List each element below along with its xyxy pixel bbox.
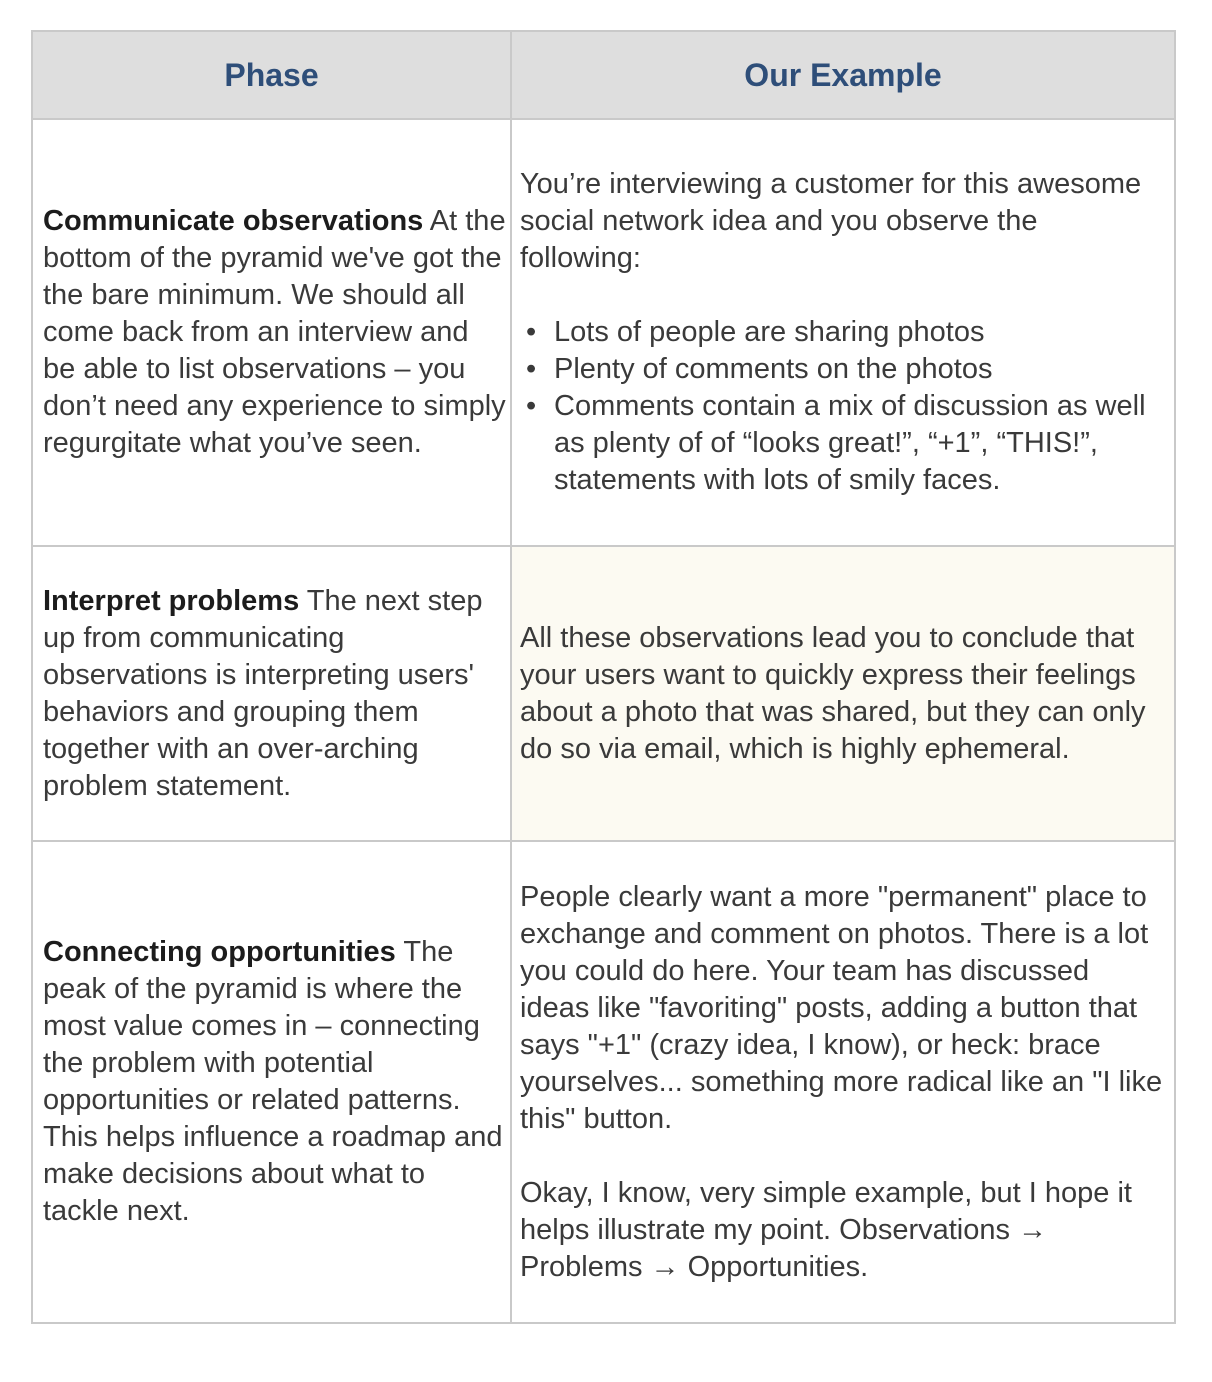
phase-description: At the bottom of the pyramid we've got the the bare minimum. We should all come back from an interview and be able to list observations – you don’t need any experience to simply regurgitate what you’ve seen. [43,205,506,459]
example-text: All these observations lead you to conclude that your users want to quickly express their feelings about a photo that was shared, but they can only do so via email, which is highly ephemeral. [520,621,1146,765]
example-intro: You’re interviewing a customer for this awesome social network idea and you observe the following: [520,168,1142,274]
table-row-communicate-observations [32,119,1175,546]
phase-title: Communicate observations [43,205,424,237]
phase-title: Connecting opportunities [43,936,396,968]
list-item-text: Comments contain a mix of discussion as well as plenty of of “looks great!”, “+1”, “THIS!”, statements with lots of smily faces. [554,390,1146,496]
table-row-connecting-opportunities [32,841,1175,1323]
observations-bullet-list [520,314,1164,499]
table-row-interpret-problems [32,546,1175,841]
phase-cell [32,119,511,546]
example-cell [511,119,1175,546]
example-cell [511,546,1175,841]
list-item [520,388,1164,499]
column-header-our-example: Our Example [511,31,1175,119]
phase-example-table [31,30,1176,1324]
example-paragraph-1: People clearly want a more "permanent" place to exchange and comment on photos. There is a lot you could do here. Your team has discussed ideas like "favoriting" posts, adding a button that says "+1" (crazy idea, I know), or heck: brace yourselves... something more radical like an "I like this" button. [520,880,1163,1135]
column-header-phase: Phase [32,31,511,119]
bullet-marker: • [526,353,537,385]
header-row [32,31,1175,119]
phase-description: The peak of the pyramid is where the most value comes in – connecting the problem with potential opportunities or related patterns. This helps influence a roadmap and make decisions about what to tackle next. [43,936,503,1227]
list-item-text: Plenty of comments on the photos [554,353,993,385]
list-item [520,314,1164,351]
phase-cell [32,546,511,841]
bullet-marker: • [526,316,537,348]
example-cell [511,841,1175,1323]
list-item [520,351,1164,388]
phase-title: Interpret problems [43,584,300,617]
list-item-text: Lots of people are sharing photos [554,316,985,348]
example-paragraph-2: Okay, I know, very simple example, but I hope it helps illustrate my point. Observations → Problems → Opportunities. [520,1176,1132,1283]
phase-description: The next step up from communicating observations is interpreting users' behaviors and grouping them together with an over-arching problem statement. [43,584,483,802]
phase-cell [32,841,511,1323]
bullet-marker: • [526,390,537,422]
